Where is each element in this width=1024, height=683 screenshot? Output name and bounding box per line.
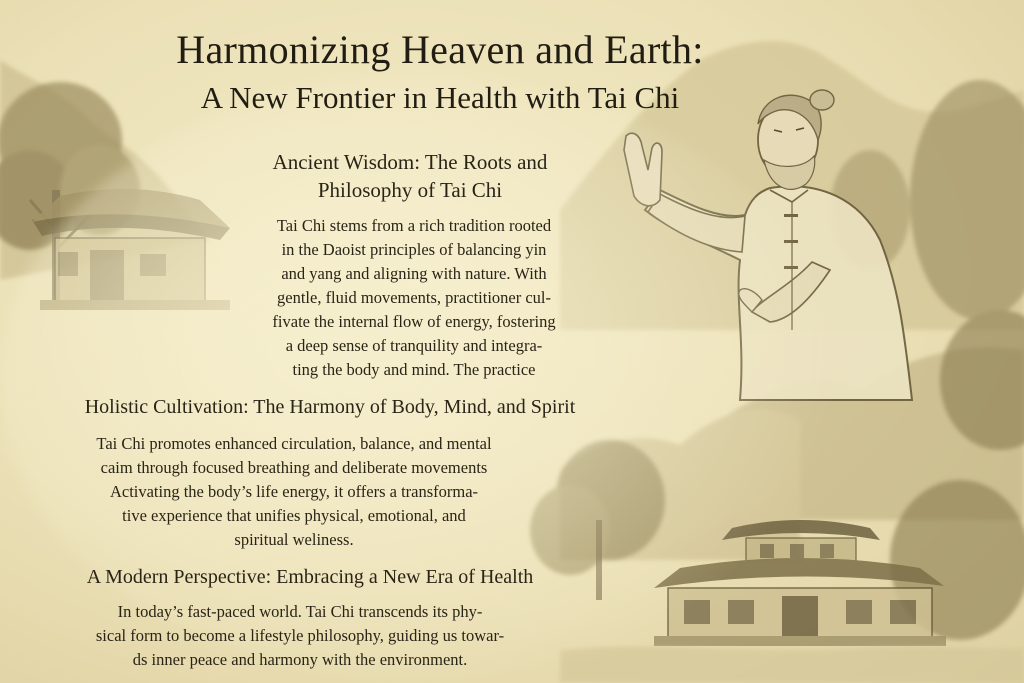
section-heading: Philosophy of Tai Chi xyxy=(317,178,503,202)
section-body-line: sical form to become a lifestyle philosophy, guiding us towar- xyxy=(95,626,505,645)
section-body-line: ds inner peace and harmony with the environment. xyxy=(132,650,468,669)
section-body-line: In today’s fast-paced world. Tai Chi transcends its phy- xyxy=(117,602,483,621)
section-body-line: Tai Chi promotes enhanced circulation, balance, and mental xyxy=(96,434,492,453)
section-body-line: ting the body and mind. The practice xyxy=(292,360,536,379)
section-body-line: gentle, fluid movements, practitioner cul- xyxy=(277,288,551,307)
section-heading: A Modern Perspective: Embracing a New Era of Health xyxy=(86,566,534,588)
section-body-line: spiritual weliness. xyxy=(234,530,354,549)
section-heading: Ancient Wisdom: The Roots and xyxy=(272,150,548,174)
section-body-line: Tai Chi stems from a rich tradition rooted xyxy=(276,216,552,235)
section-body-line: a deep sense of tranquility and integra- xyxy=(285,336,543,355)
title-line-1: Harmonizing Heaven and Earth: xyxy=(176,27,704,72)
section-body-line: fivate the internal flow of energy, fostering xyxy=(272,312,556,331)
section-body-line: tive experience that unifies physical, emotional, and xyxy=(122,506,466,525)
section-body-line: in the Daoist principles of balancing yin xyxy=(281,240,547,259)
section-body-line: and yang and aligning with nature. With xyxy=(281,264,547,283)
section-heading: Holistic Cultivation: The Harmony of Body, Mind, and Spirit xyxy=(84,396,576,418)
section-body-line: caim through focused breathing and deliberate movements xyxy=(100,458,488,477)
title-line-2: A New Frontier in Health with Tai Chi xyxy=(200,80,680,115)
section-body-line: Activating the body’s life energy, it offers a transforma- xyxy=(109,482,479,501)
